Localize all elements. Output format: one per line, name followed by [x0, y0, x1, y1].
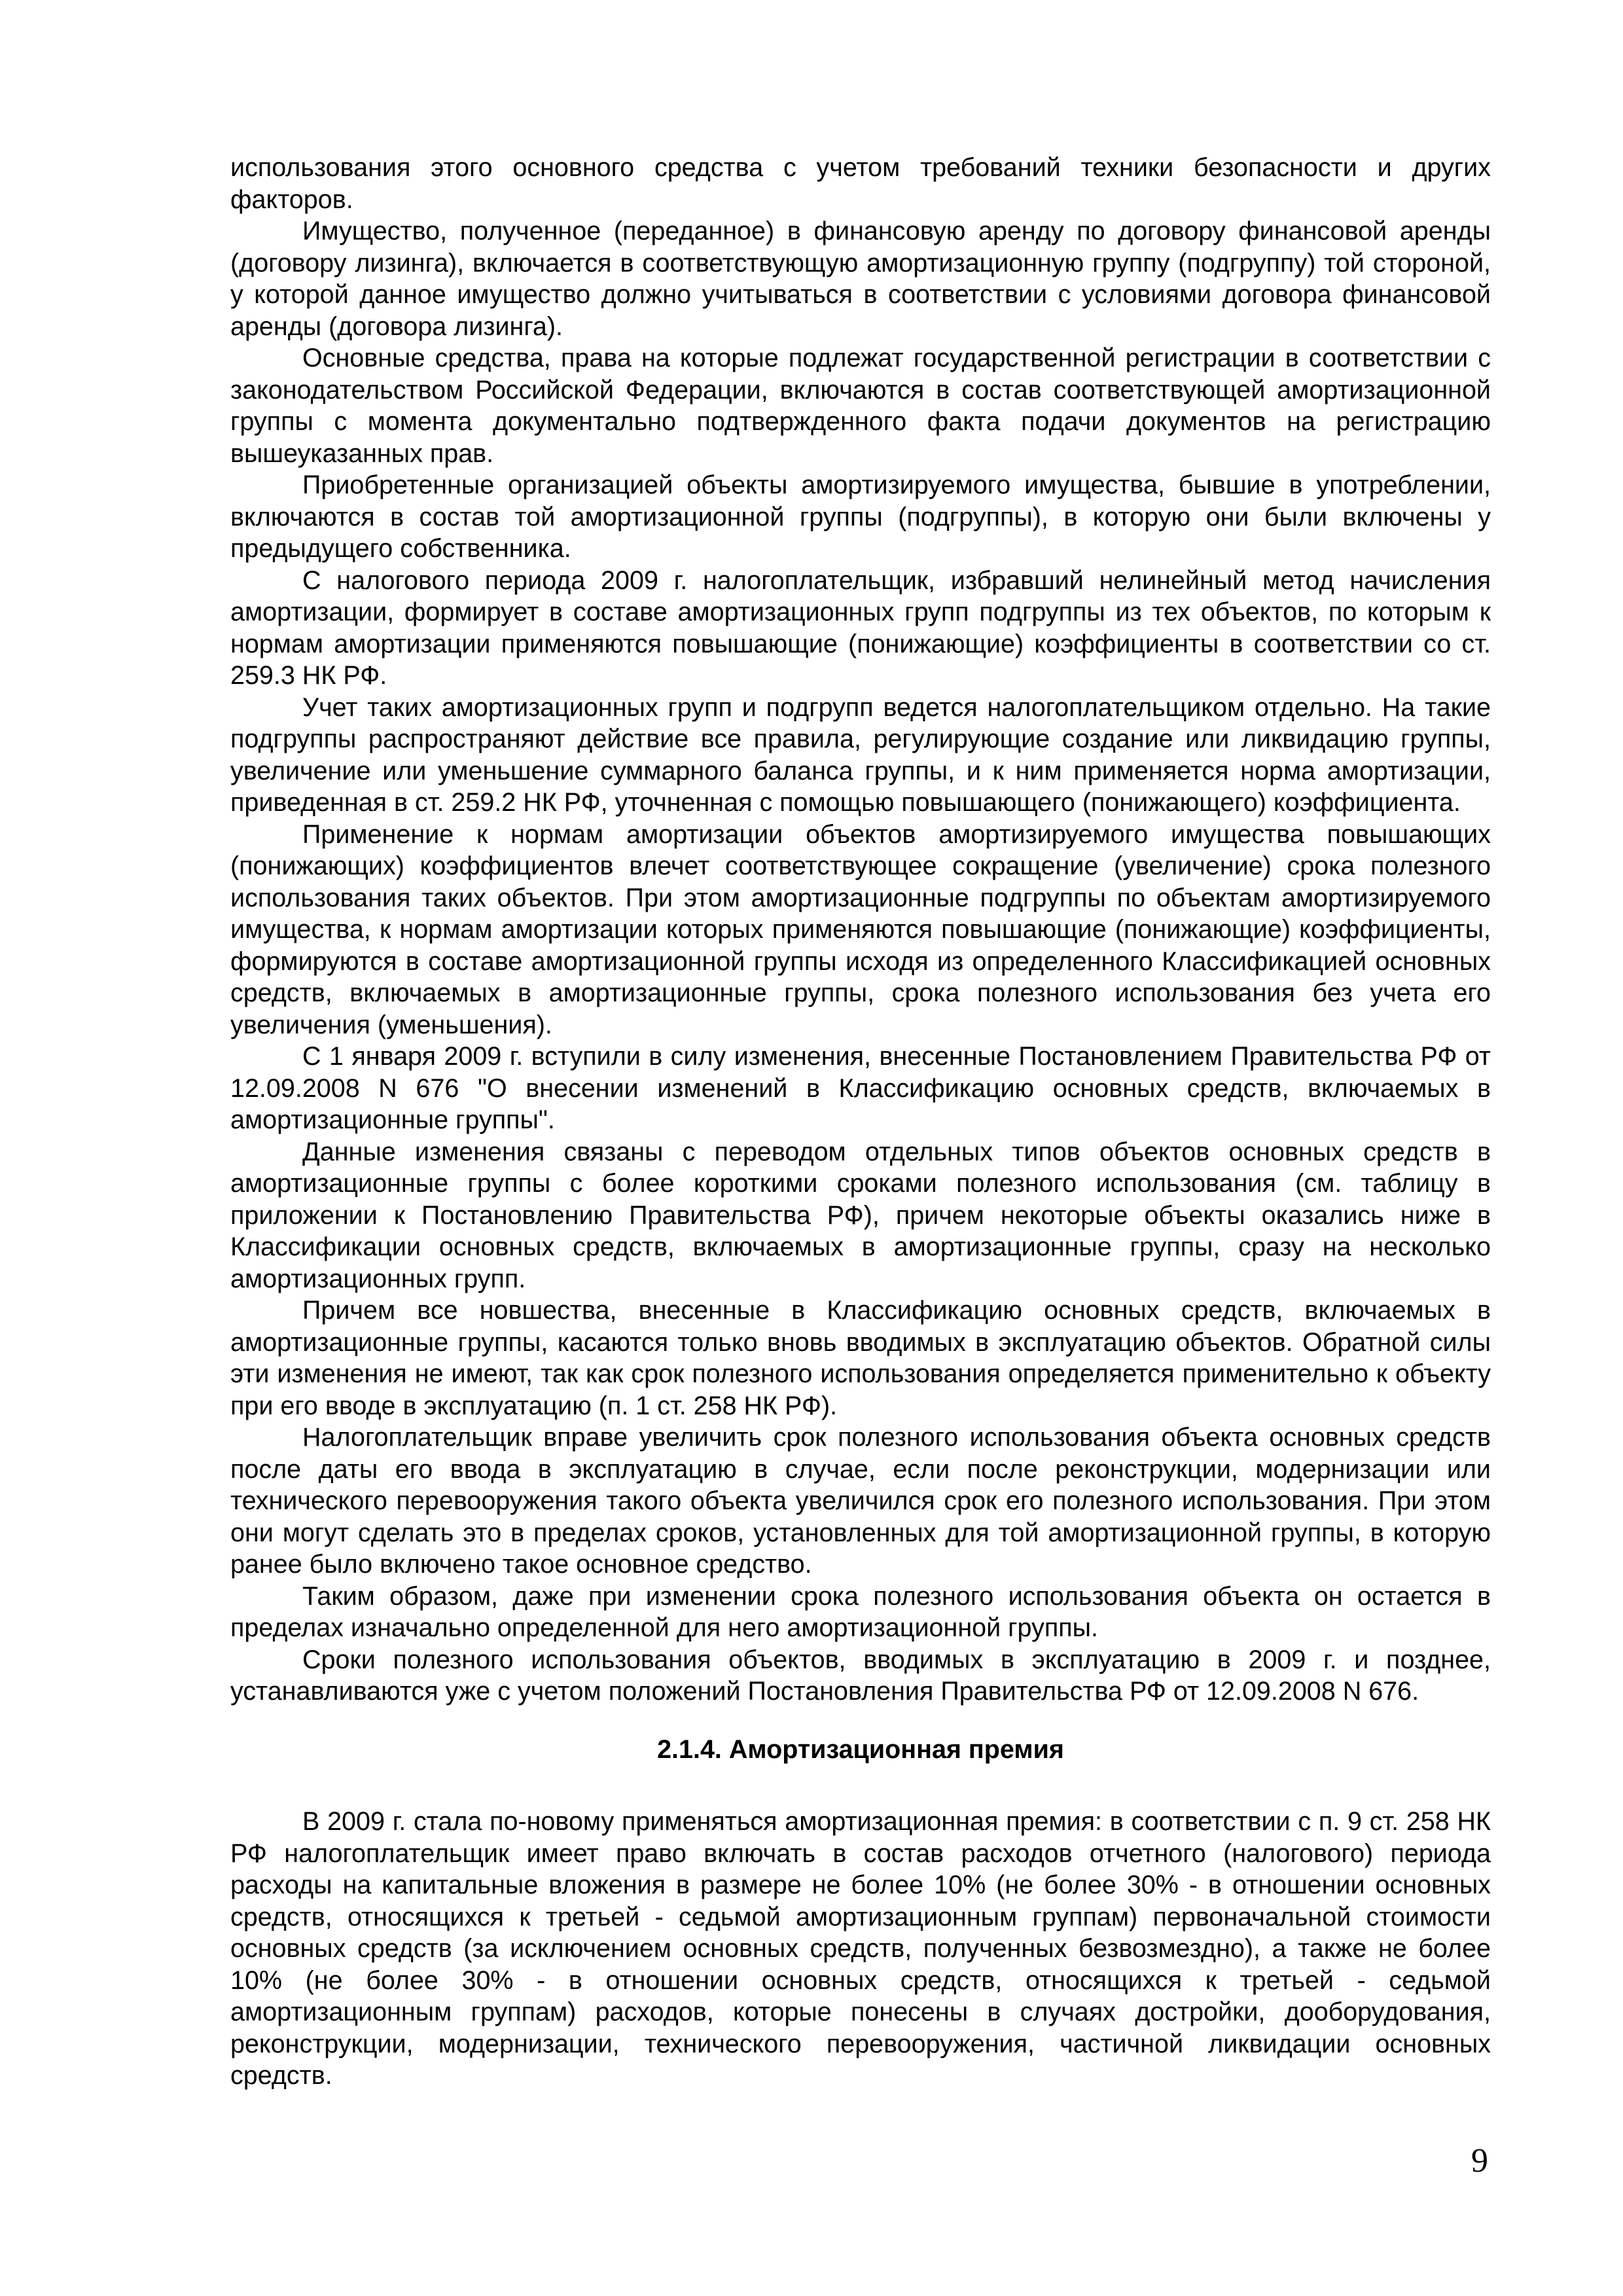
- paragraph: использования этого основного средства с учетом требований техники безопасности и других факторов.: [230, 153, 1491, 214]
- paragraph: Сроки полезного использования объектов, вводимых в эксплуатацию в 2009 г. и позднее, устанавливаются уже с учетом положений Постановления Правительства РФ от 12.09.2008 N 676.: [230, 1645, 1491, 1706]
- paragraph: В 2009 г. стала по-новому применяться амортизационная премия: в соответствии с п. 9 ст. 258 НК РФ налогоплательщик имеет право включать в состав расходов отчетного (налогового) периода расходы на капитальные вложения в размере не более 10% (не более 30% - в отношении основных средств, относящихся к третьей - седьмой амортизационным группам) первоначальной стоимости основных средств (за исключением основных средств, полученных безвозмездно), а также не более 10% (не более 30% - в отношении основных средств, относящихся к третьей - седьмой амортизационным группам) расходов, которые понесены в случаях достройки, дооборудования, реконструкции, модернизации, технического перевооружения, частичной ликвидации основных средств.: [230, 1807, 1491, 2090]
- section-heading: 2.1.4. Амортизационная премия: [657, 1734, 1064, 1764]
- paragraph: С налогового периода 2009 г. налогоплательщик, избравший нелинейный метод начисления амортизации, формирует в составе амортизационных групп подгруппы из тех объектов, по которым к нормам амортизации применяются повышающие (понижающие) коэффициенты в соответствии со ст. 259.3 НК РФ.: [230, 565, 1491, 690]
- paragraph: Учет таких амортизационных групп и подгрупп ведется налогоплательщиком отдельно. На такие подгруппы распространяют действие все правила, регулирующие создание или ликвидацию группы, увеличение или уменьшение суммарного баланса группы, и к ним применяется норма амортизации, приведенная в ст. 259.2 НК РФ, уточненная с помощью повышающего (понижающего) коэффициента.: [230, 692, 1491, 817]
- paragraph: Таким образом, даже при изменении срока полезного использования объекта он остается в пределах изначально определенной для него амортизационной группы.: [230, 1581, 1491, 1642]
- paragraph: С 1 января 2009 г. вступили в силу изменения, внесенные Постановлением Правительства РФ от 12.09.2008 N 676 "О внесении изменений в Классификацию основных средств, включаемых в амортизационные группы".: [230, 1042, 1491, 1134]
- paragraph: Имущество, полученное (переданное) в финансовую аренду по договору финансовой аренды (договору лизинга), включается в соответствующую амортизационную группу (подгруппу) той стороной, у которой данное имущество должно учитываться в соответствии с условиями договора финансовой аренды (договора лизинга).: [230, 217, 1491, 341]
- paragraph: Основные средства, права на которые подлежат государственной регистрации в соответствии с законодательством Российской Федерации, включаются в состав соответствующей амортизационной группы с момента документально подтвержденного факта подачи документов на регистрацию вышеуказанных прав.: [230, 344, 1491, 468]
- paragraph: Приобретенные организацией объекты амортизируемого имущества, бывшие в употреблении, включаются в состав той амортизационной группы (подгруппы), в которую они были включены у предыдущего собственника.: [230, 471, 1491, 563]
- paragraph: Причем все новшества, внесенные в Классификацию основных средств, включаемых в амортизационные группы, касаются только вновь вводимых в эксплуатацию объектов. Обратной силы эти изменения не имеют, так как срок полезного использования определяется применительно к объекту при его вводе в эксплуатацию (п. 1 ст. 258 НК РФ).: [230, 1296, 1491, 1420]
- paragraph: Налогоплательщик вправе увеличить срок полезного использования объекта основных средств после даты его ввода в эксплуатацию в случае, если после реконструкции, модернизации или технического перевооружения такого объекта увеличился срок его полезного использования. При этом они могут сделать это в пределах сроков, установленных для той амортизационной группы, в которую ранее было включено такое основное средство.: [230, 1423, 1491, 1579]
- page-body: [230, 152, 1491, 2092]
- paragraph: Данные изменения связаны с переводом отдельных типов объектов основных средств в амортизационные группы с более короткими сроками полезного использования (см. таблицу в приложении к Постановлению Правительства РФ), причем некоторые объекты оказались ниже в Классификации основных средств, включаемых в амортизационные группы, сразу на несколько амортизационных групп.: [230, 1137, 1491, 1293]
- page-number: 9: [1471, 2142, 1488, 2179]
- paragraph: Применение к нормам амортизации объектов амортизируемого имущества повышающих (понижающих) коэффициентов влечет соответствующее сокращение (увеличение) срока полезного использования таких объектов. При этом амортизационные подгруппы по объектам амортизируемого имущества, к нормам амортизации которых применяются повышающие (понижающие) коэффициенты, формируются в составе амортизационной группы исходя из определенного Классификацией основных средств, включаемых в амортизационные группы, срока полезного использования без учета его увеличения (уменьшения).: [230, 819, 1491, 1039]
